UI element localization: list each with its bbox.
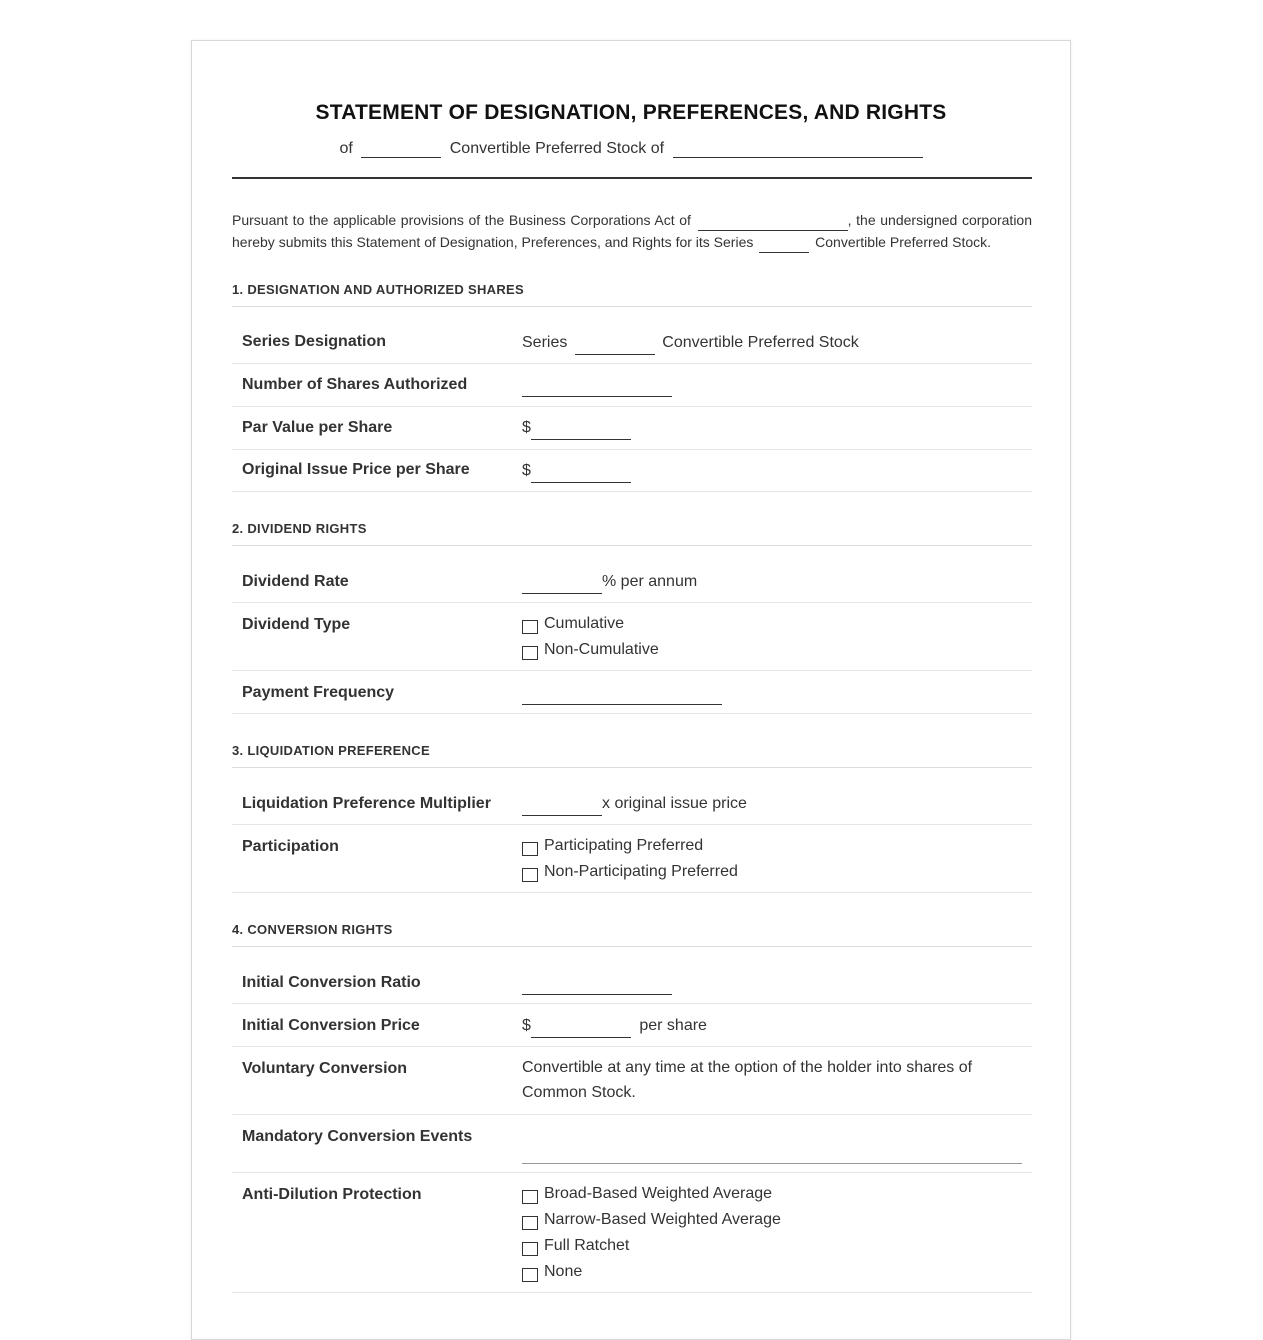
value-voluntary-conversion: Convertible at any time at the option of the holder into shares of Common Stock. — [522, 1059, 973, 1101]
value-conversion-ratio — [522, 970, 672, 995]
label-voluntary-conversion: Voluntary Conversion — [242, 1060, 408, 1077]
option-none-label: None — [544, 1263, 583, 1280]
row-dividend-type — [232, 603, 1032, 671]
row-original-issue-price — [232, 450, 1032, 492]
checkbox-non-participating[interactable] — [522, 868, 538, 882]
document-page — [191, 40, 1071, 1340]
row-anti-dilution — [232, 1173, 1032, 1293]
option-non-cumulative-label: Non-Cumulative — [544, 641, 659, 658]
option-none — [522, 1259, 781, 1285]
option-cumulative — [522, 611, 659, 637]
value-par-value — [522, 415, 631, 440]
row-par-value — [232, 407, 1032, 450]
row-shares-authorized — [232, 364, 1032, 407]
option-narrow-based-label: Narrow-Based Weighted Average — [544, 1211, 781, 1228]
value-anti-dilution — [522, 1181, 781, 1285]
option-cumulative-label: Cumulative — [544, 615, 625, 632]
value-liquidation-multiplier — [522, 791, 747, 816]
row-voluntary-conversion — [232, 1047, 1032, 1115]
label-mandatory-conversion: Mandatory Conversion Events — [242, 1128, 473, 1145]
value-payment-frequency — [522, 680, 722, 705]
checkbox-full-ratchet[interactable] — [522, 1242, 538, 1256]
intro-paragraph — [232, 209, 1032, 253]
series-prefix: Series — [522, 334, 568, 351]
label-payment-frequency: Payment Frequency — [242, 684, 395, 701]
value-shares-authorized — [522, 372, 672, 397]
checkbox-narrow-based[interactable] — [522, 1216, 538, 1230]
label-liquidation-multiplier: Liquidation Preference Multiplier — [242, 795, 491, 812]
par-value-field[interactable] — [531, 421, 631, 440]
conversion-price-currency: $ — [522, 1017, 531, 1034]
section-heading-conversion: 4. CONVERSION RIGHTS — [232, 922, 1032, 947]
option-broad-based-label: Broad-Based Weighted Average — [544, 1185, 773, 1202]
option-non-participating-label: Non-Participating Preferred — [544, 863, 738, 880]
option-non-participating — [522, 859, 738, 885]
row-participation — [232, 825, 1032, 893]
document-subtitle — [192, 139, 1070, 158]
original-issue-price-field[interactable] — [531, 464, 631, 483]
dividend-rate-field[interactable] — [522, 575, 602, 594]
conversion-price-field[interactable] — [531, 1019, 631, 1038]
row-dividend-rate — [232, 560, 1032, 603]
subtitle-middle: Convertible Preferred Stock of — [449, 140, 665, 157]
value-dividend-rate — [522, 569, 697, 594]
value-series-designation — [522, 330, 859, 355]
value-dividend-type — [522, 611, 659, 663]
liquidation-multiplier-field[interactable] — [522, 797, 602, 816]
intro-series-field[interactable] — [759, 236, 809, 253]
value-participation — [522, 833, 738, 885]
row-payment-frequency — [232, 671, 1032, 714]
title-divider — [232, 177, 1032, 179]
row-series-designation — [232, 325, 1032, 364]
row-conversion-ratio — [232, 961, 1032, 1004]
label-dividend-rate: Dividend Rate — [242, 573, 349, 590]
option-non-cumulative — [522, 637, 659, 663]
dividend-rate-suffix: % per annum — [602, 573, 698, 590]
row-mandatory-conversion — [232, 1115, 1032, 1173]
value-original-issue-price — [522, 458, 631, 483]
checkbox-cumulative[interactable] — [522, 620, 538, 634]
intro-text-2: , the undersigned corporation hereby submits this Statement of Designation, Preferences, and Rights for its Series — [232, 212, 1033, 250]
option-participating-label: Participating Preferred — [544, 837, 704, 854]
checkbox-broad-based[interactable] — [522, 1190, 538, 1204]
liquidation-multiplier-suffix: x original issue price — [602, 795, 747, 812]
shares-authorized-field[interactable] — [522, 378, 672, 397]
par-value-currency: $ — [522, 419, 531, 436]
intro-text-3: Convertible Preferred Stock. — [815, 234, 992, 250]
document-title: STATEMENT OF DESIGNATION, PREFERENCES, AND RIGHTS — [315, 101, 947, 124]
company-name-field[interactable] — [673, 139, 923, 158]
checkbox-participating[interactable] — [522, 842, 538, 856]
label-dividend-type: Dividend Type — [242, 616, 351, 633]
checkbox-non-cumulative[interactable] — [522, 646, 538, 660]
option-full-ratchet — [522, 1233, 781, 1259]
label-anti-dilution: Anti-Dilution Protection — [242, 1186, 422, 1203]
label-series-designation: Series Designation — [242, 333, 387, 350]
option-full-ratchet-label: Full Ratchet — [544, 1237, 630, 1254]
series-designation-field[interactable] — [575, 336, 655, 355]
conversion-ratio-field[interactable] — [522, 976, 672, 995]
series-suffix: Convertible Preferred Stock — [662, 334, 859, 351]
label-conversion-price: Initial Conversion Price — [242, 1017, 420, 1034]
option-broad-based — [522, 1181, 781, 1207]
label-participation: Participation — [242, 838, 339, 855]
label-par-value: Par Value per Share — [242, 419, 393, 436]
option-narrow-based — [522, 1207, 781, 1233]
intro-text-1: Pursuant to the applicable provisions of the Business Corporations Act of — [232, 212, 691, 228]
row-conversion-price — [232, 1004, 1032, 1047]
option-participating — [522, 833, 738, 859]
section-heading-designation: 1. DESIGNATION AND AUTHORIZED SHARES — [232, 282, 1032, 307]
state-field[interactable] — [698, 214, 848, 231]
section-heading-liquidation: 3. LIQUIDATION PREFERENCE — [232, 743, 1032, 768]
label-conversion-ratio: Initial Conversion Ratio — [242, 974, 421, 991]
mandatory-conversion-field[interactable] — [522, 1163, 1022, 1164]
payment-frequency-field[interactable] — [522, 686, 722, 705]
checkbox-none[interactable] — [522, 1268, 538, 1282]
row-liquidation-multiplier — [232, 782, 1032, 825]
conversion-price-suffix: per share — [639, 1017, 707, 1034]
series-blank-field[interactable] — [361, 139, 441, 158]
issue-price-currency: $ — [522, 462, 531, 479]
subtitle-of: of — [339, 140, 353, 157]
section-heading-dividends: 2. DIVIDEND RIGHTS — [232, 521, 1032, 546]
label-shares-authorized: Number of Shares Authorized — [242, 376, 468, 393]
label-original-issue-price: Original Issue Price per Share — [242, 461, 470, 478]
value-conversion-price — [522, 1013, 707, 1038]
